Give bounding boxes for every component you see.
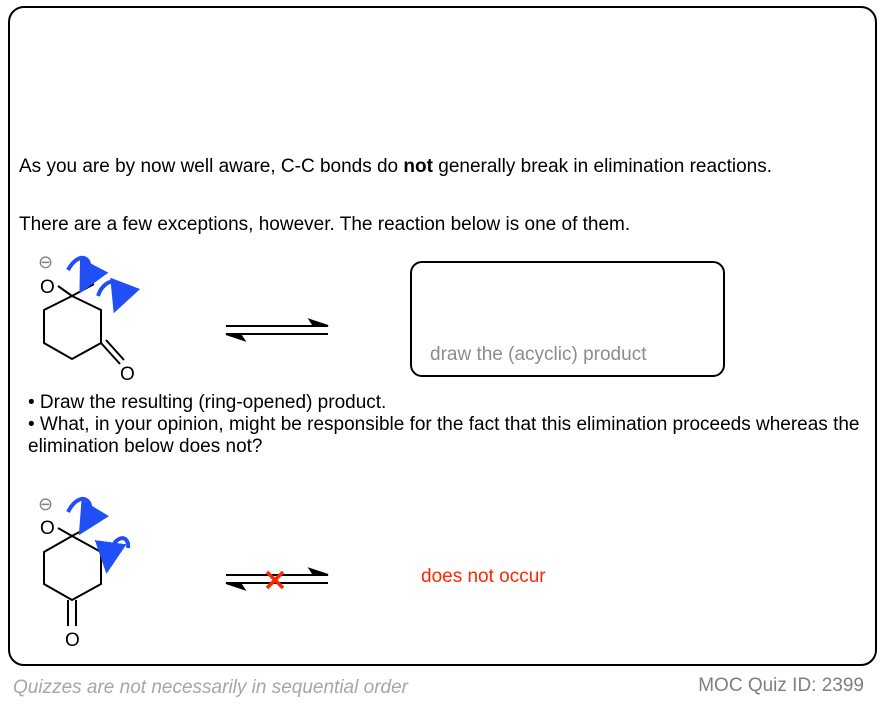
question-list [28, 392, 878, 458]
reaction1-ring-bonds [44, 284, 124, 364]
curved-arrow-icon [108, 538, 128, 562]
reaction2-negative-charge: ⊖ [38, 494, 54, 514]
curved-arrow-icon [68, 258, 90, 283]
blocked-equilibrium-arrows-icon [222, 566, 332, 594]
reaction2-reactant-structure [28, 486, 148, 662]
curved-arrow-icon [68, 499, 90, 525]
quiz-id-label: MOC Quiz ID: 2399 [698, 675, 864, 696]
reaction1-negative-charge: ⊖ [38, 252, 54, 272]
intro-text-end: generally break in elimination reactions. [432, 156, 772, 177]
product-answer-box[interactable] [410, 261, 725, 377]
no-reaction-label: does not occur [421, 566, 546, 587]
reaction1-carbonyl-oxygen: O [120, 364, 135, 385]
footer-disclaimer: Quizzes are not necessarily in sequential order [13, 677, 408, 698]
exceptions-paragraph: There are a few exceptions, however. The reaction below is one of them. [19, 214, 631, 235]
equilibrium-arrows-icon [222, 318, 332, 342]
intro-paragraph [19, 156, 839, 178]
curved-arrow-icon [98, 282, 120, 302]
question-item: • What, in your opinion, might be responsible for the fact that this elimination proceeds whereas the elimination below does not? [28, 414, 860, 457]
intro-text-start: As you are by now well aware, C-C bonds do [19, 156, 404, 177]
reaction1-alkoxide-oxygen: O [40, 277, 55, 298]
intro-emphasis: not [403, 156, 433, 177]
reaction2-ring-bonds [44, 524, 101, 626]
reaction2-carbonyl-oxygen: O [65, 630, 80, 651]
answer-placeholder: draw the (acyclic) product [430, 344, 647, 365]
reaction2-alkoxide-oxygen: O [40, 518, 55, 539]
reaction1-reactant-structure [28, 246, 148, 386]
question-item: • Draw the resulting (ring-opened) product. [28, 392, 387, 413]
